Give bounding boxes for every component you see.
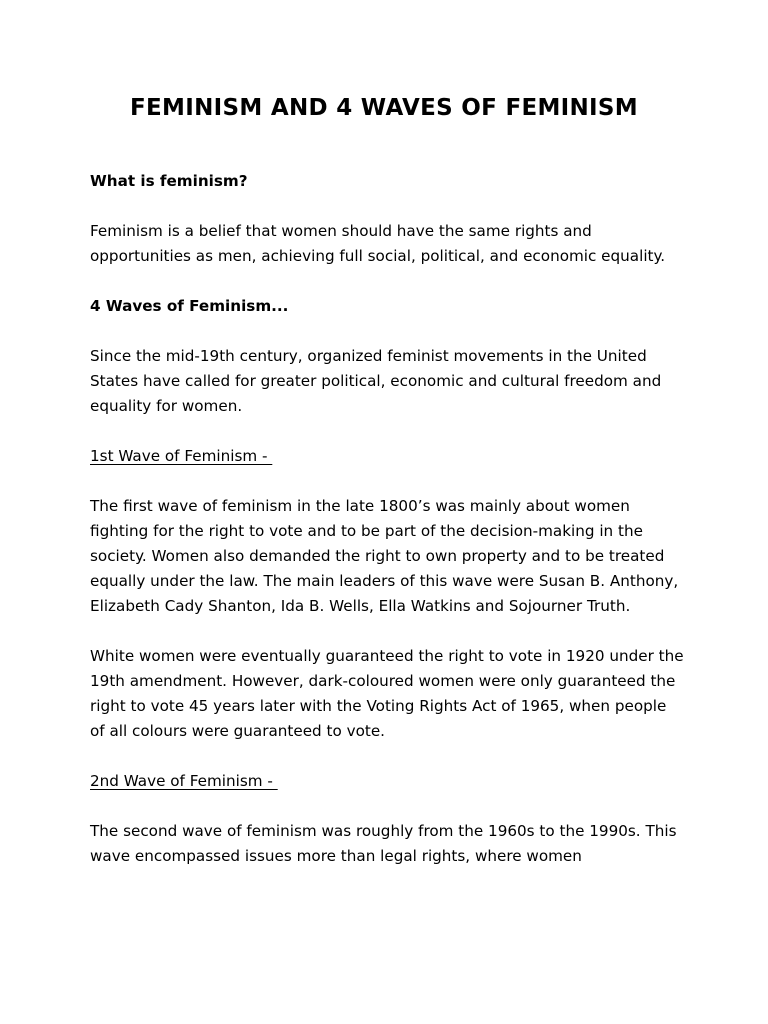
subheading-second-wave <box>90 769 685 794</box>
subheading-first-wave-text: 1st Wave of Feminism - <box>90 447 273 465</box>
document-title: FEMINISM AND 4 WAVES OF FEMINISM <box>130 95 638 121</box>
paragraph-intro-waves: Since the mid-19th century, organized feminist movements in the United States have called for greater political, economic and cultural freedom and equality for women. <box>90 347 662 415</box>
section-heading-four-waves: 4 Waves of Feminism... <box>90 297 289 315</box>
subheading-second-wave-text: 2nd Wave of Feminism - <box>90 772 278 790</box>
paragraph-definition: Feminism is a belief that women should have the same rights and opportunities as men, achieving full social, political, and economic equality. <box>90 222 666 265</box>
paragraph-voting-rights: White women were eventually guaranteed the right to vote in 1920 under the 19th amendment. However, dark-coloured women were only guaranteed the right to vote 45 years later with the Voting Rights Act of 1965, when people of all colours were guaranteed to vote. <box>90 647 684 740</box>
document-body <box>90 169 685 869</box>
section-heading-what-is-feminism: What is feminism? <box>90 172 248 190</box>
paragraph-first-wave: The first wave of feminism in the late 1800’s was mainly about women fighting for the right to vote and to be part of the decision-making in the society. Women also demanded the right to own property and to be treated equally under the law. The main leaders of this wave were Susan B. Anthony, Elizabeth Cady Shanton, Ida B. Wells, Ella Watkins and Sojourner Truth. <box>90 497 679 615</box>
subheading-first-wave <box>90 444 685 469</box>
paragraph-second-wave: The second wave of feminism was roughly from the 1960s to the 1990s. This wave encompassed issues more than legal rights, where women <box>90 822 677 865</box>
